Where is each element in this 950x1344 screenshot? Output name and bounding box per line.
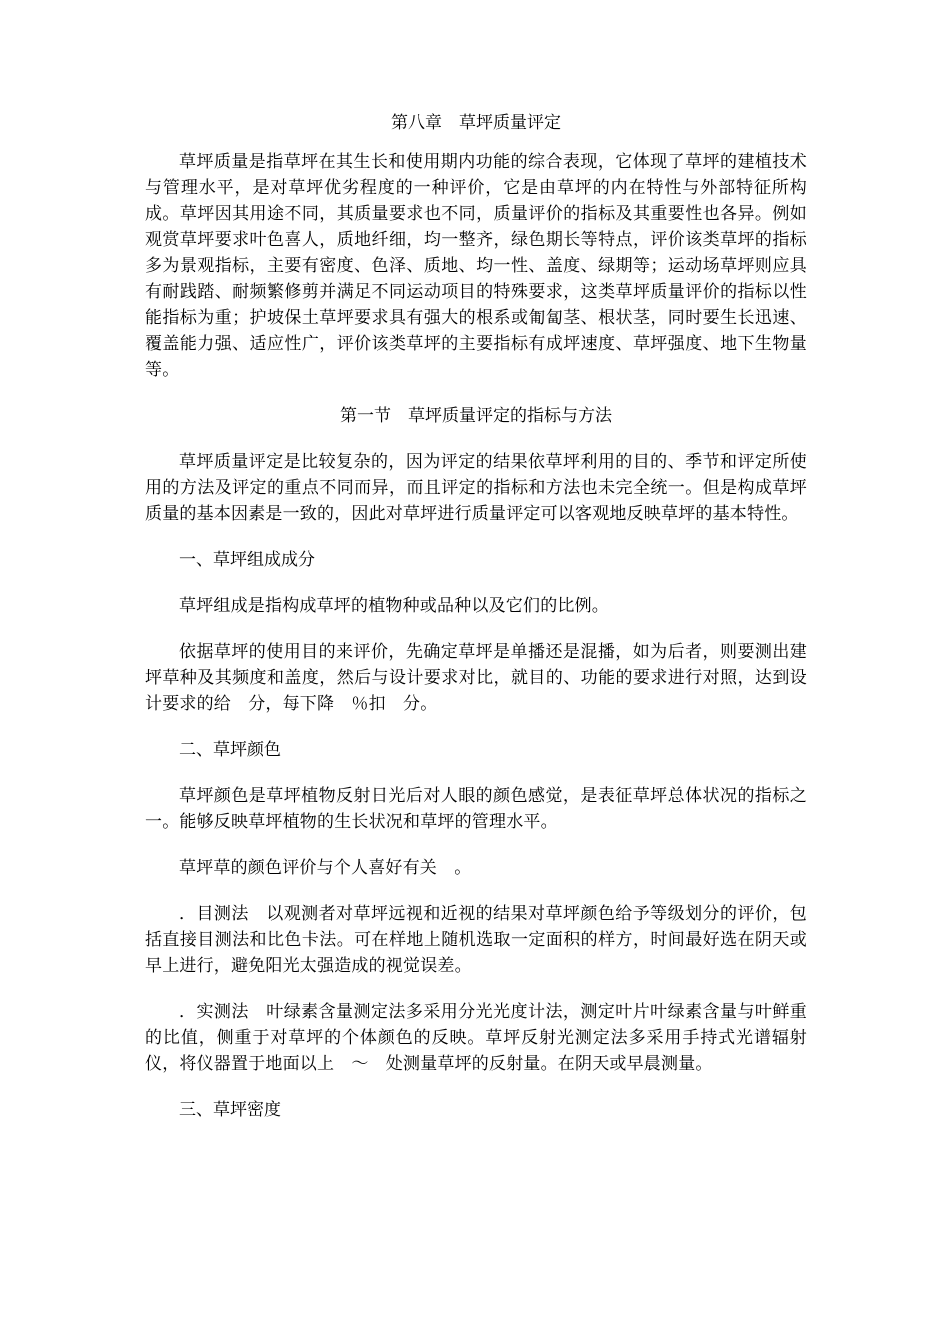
- intro-paragraph: 草坪质量是指草坪在其生长和使用期内功能的综合表现，它体现了草坪的建植技术与管理水平，是对草坪优劣程度的一种评价，它是由草坪的内在特性与外部特征所构成。草坪因其用途不同，其质量要求也不同，质量评价的指标及其重要性也各异。例如观赏草坪要求叶色喜人，质地纤细，均一整齐，绿色期长等特点，评价该类草坪的指标多为景观指标，主要有密度、色泽、质地、均一性、盖度、绿期等；运动场草坪则应具有耐践踏、耐频繁修剪并满足不同运动项目的特殊要求，这类草坪质量评价的指标以性能指标为重；护坡保土草坪要求具有强大的根系或匍匐茎、根状茎，同时要生长迅速、覆盖能力强、适应性广，评价该类草坪的主要指标有成坪速度、草坪强度、地下生物量等。: [145, 152, 807, 380]
- section-intro-paragraph: 草坪质量评定是比较复杂的，因为评定的结果依草坪利用的目的、季节和评定所使用的方法及评定的重点不同而异，而且评定的指标和方法也未完全统一。但是构成草坪质量的基本因素是一致的，因此对草坪进行质量评定可以客观地反映草坪的基本特性。: [145, 452, 807, 524]
- visual-method: ．目测法 以观测者对草坪远视和近视的结果对草坪颜色给予等级划分的评价，包括直接目测法和比色卡法。可在样地上随机选取一定面积的样方，时间最好选在阴天或早上进行，避免阳光太强造成的视觉误差。: [145, 904, 807, 976]
- composition-definition: 草坪组成是指构成草坪的植物种或品种以及它们的比例。: [179, 596, 609, 616]
- heading-composition: 一、草坪组成成分: [179, 550, 315, 570]
- color-definition: 草坪颜色是草坪植物反射日光后对人眼的颜色感觉，是表征草坪总体状况的指标之一。能够反映草坪植物的生长状况和草坪的管理水平。: [145, 786, 807, 832]
- measurement-method: ．实测法 叶绿素含量测定法多采用分光光度计法，测定叶片叶绿素含量与叶鲜重的比值，侧重于对草坪的个体颜色的反映。草坪反射光测定法多采用手持式光谱辐射仪，将仪器置于地面以上 ～ 处测量草坪的反射量。在阴天或早晨测量。: [145, 1002, 807, 1074]
- document-page: [145, 110, 807, 1123]
- heading-density: 三、草坪密度: [179, 1100, 281, 1120]
- section-title: 第一节 草坪质量评定的指标与方法: [340, 406, 612, 426]
- chapter-title: 第八章 草坪质量评定: [391, 113, 561, 133]
- composition-evaluation: 依据草坪的使用目的来评价，先确定草坪是单播还是混播，如为后者，则要测出建坪草种及其频度和盖度，然后与设计要求对比，就目的、功能的要求进行对照，达到设计要求的给 分，每下降 ％扣 分。: [145, 642, 807, 714]
- heading-color: 二、草坪颜色: [179, 740, 281, 760]
- color-preference: 草坪草的颜色评价与个人喜好有关 。: [179, 858, 472, 878]
